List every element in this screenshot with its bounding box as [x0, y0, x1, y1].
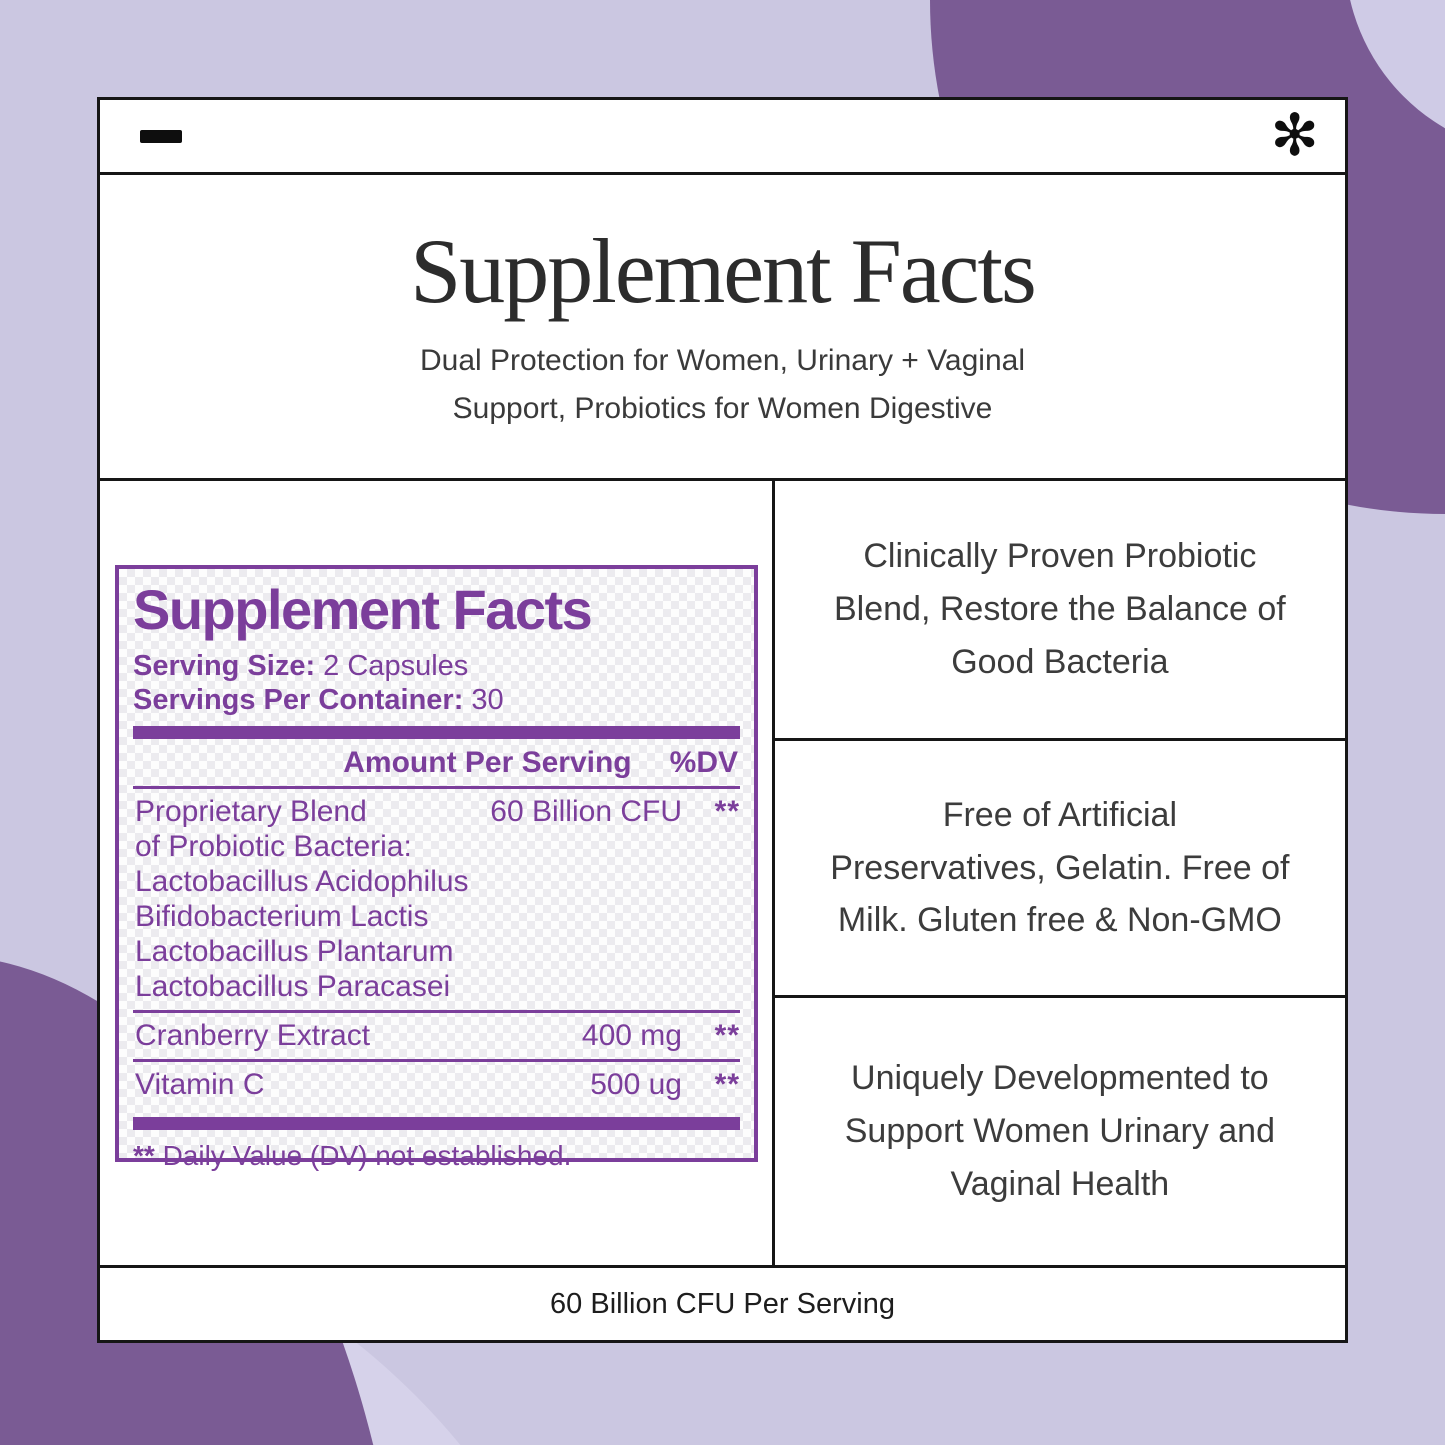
ingredient-amount: 400 mg [581, 1018, 682, 1052]
benefit-line: Blend, Restore the Balance of [834, 590, 1286, 629]
ingredient-dv: ** [714, 1067, 740, 1101]
amount-header-row [133, 739, 740, 786]
subtitle-line-1: Dual Protection for Women, Urinary + Vaginal [420, 344, 1025, 377]
page-title: Supplement Facts [410, 220, 1035, 322]
benefit-line: Uniquely Developmented to [851, 1059, 1269, 1098]
benefit-line: Support Women Urinary and [844, 1112, 1275, 1151]
ingredient-name: Vitamin C [135, 1067, 265, 1101]
benefit-text [845, 1052, 1275, 1210]
title-section [100, 175, 1345, 481]
info-card [97, 97, 1348, 1343]
benefits-column [775, 481, 1345, 1265]
dv-header: %DV [669, 745, 738, 779]
page-subtitle [100, 337, 1345, 433]
ingredient-name: Proprietary Blend [135, 794, 367, 828]
benefit-line: Preservatives, Gelatin. Free of [830, 848, 1290, 887]
blend-sub-line: Lactobacillus Paracasei [135, 969, 451, 1003]
footer-bar [100, 1268, 1345, 1340]
ingredient-amount: 500 ug [590, 1067, 682, 1101]
benefit-line: Good Bacteria [951, 642, 1169, 681]
benefit-text [834, 530, 1286, 688]
content-area [100, 481, 1345, 1268]
servings-per-container-row [133, 683, 740, 717]
benefit-line: Free of Artificial [942, 795, 1178, 834]
blend-sub-line: Lactobacillus Plantarum [135, 934, 454, 968]
label-divider-thick-top [133, 726, 740, 739]
subtitle-line-2: Support, Probiotics for Women Digestive [452, 392, 993, 425]
facts-panel [100, 481, 775, 1265]
benefit-line: Clinically Proven Probiotic [863, 537, 1257, 576]
label-footnote [133, 1130, 740, 1172]
serving-size-value: 2 Capsules [315, 649, 469, 682]
benefit-text [830, 789, 1289, 947]
asterisk-icon: ✻ [1270, 103, 1319, 168]
footnote-mark: ** [133, 1139, 155, 1171]
proprietary-blend-row [133, 789, 740, 1010]
blend-sub-line: Lactobacillus Acidophilus [135, 864, 469, 898]
benefit-line: Milk. Gluten free & Non-GMO [837, 901, 1282, 940]
label-divider-thick-bottom [133, 1117, 740, 1130]
ingredient-dv: ** [714, 794, 740, 828]
ingredient-name: Cranberry Extract [135, 1018, 371, 1052]
serving-size-row [133, 649, 740, 683]
blend-sub-line: Bifidobacterium Lactis [135, 899, 429, 933]
serving-size-label: Serving Size: [133, 649, 316, 682]
cranberry-extract-row [133, 1013, 740, 1059]
servings-value: 30 [463, 683, 504, 716]
minus-icon [140, 130, 182, 143]
top-bar [100, 100, 1345, 175]
label-heading: Supplement Facts [133, 578, 592, 641]
footnote-text: Daily Value (DV) not established. [154, 1139, 572, 1171]
benefit-box-free-of-artificial [775, 741, 1345, 998]
benefit-box-urinary-vaginal-health [775, 998, 1345, 1265]
benefit-line: Vaginal Health [950, 1164, 1170, 1203]
vitamin-c-row [133, 1062, 740, 1108]
ingredient-dv: ** [714, 1018, 740, 1052]
benefit-box-probiotic-blend [775, 481, 1345, 741]
amount-per-serving-header: Amount Per Serving [343, 745, 632, 779]
blend-sub-line: of Probiotic Bacteria: [135, 829, 412, 863]
footer-text: 60 Billion CFU Per Serving [550, 1287, 895, 1320]
supplement-facts-label [115, 565, 758, 1171]
ingredient-amount: 60 Billion CFU [490, 794, 682, 828]
servings-label: Servings Per Container: [133, 683, 464, 716]
